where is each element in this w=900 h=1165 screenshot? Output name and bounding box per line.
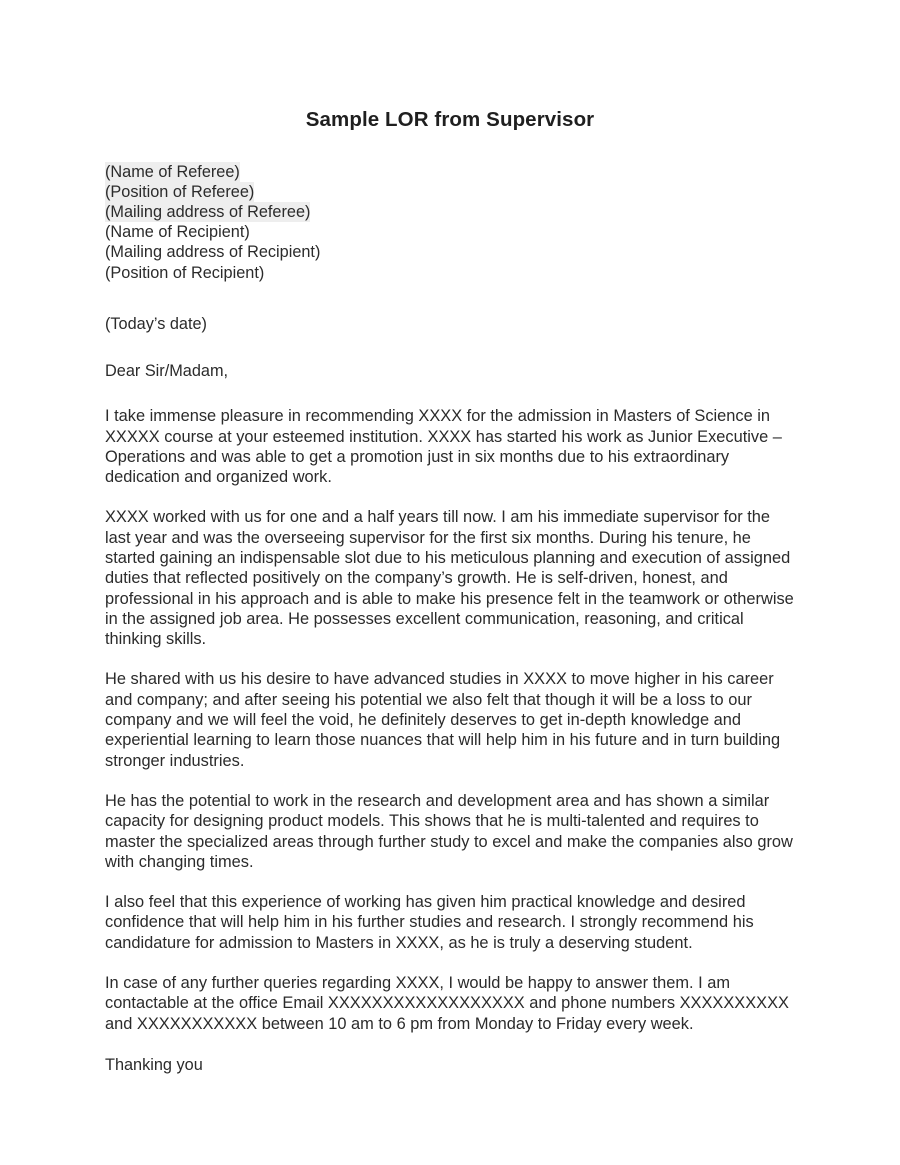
address-block xyxy=(105,162,795,283)
body-paragraph-5: I also feel that this experience of working has given him practical knowledge and desired confidence that will help him in his further studies and research. I strongly recommend his candidature for admission to Masters in XXXX, as he is truly a deserving student. xyxy=(105,893,754,952)
address-line-recipient-position: (Position of Recipient) xyxy=(105,263,265,282)
address-line-referee-name: (Name of Referee) xyxy=(105,162,240,181)
address-line-referee-position: (Position of Referee) xyxy=(105,182,255,201)
salutation: Dear Sir/Madam, xyxy=(105,362,229,381)
address-line-recipient-address: (Mailing address of Recipient) xyxy=(105,243,321,262)
body-paragraph-1: I take immense pleasure in recommending XXXX for the admission in Masters of Science in XXXXX course at your esteemed institution. XXXX has started his work as Junior Executive –Operations and was able to get a promotion just in six months due to his extraordinary dedication and organized work. xyxy=(105,407,782,487)
address-line-recipient-name: (Name of Recipient) xyxy=(105,223,250,242)
closing-line: Thanking you xyxy=(105,1055,203,1074)
body-paragraph-2: XXXX worked with us for one and a half years till now. I am his immediate supervisor for the last year and was the overseeing supervisor for the first six months. During his tenure, he started gaining an indispensable slot due to his meticulous planning and execution of assigned duties that reflected positively on the company’s growth. He is self-driven, honest, and professional in his approach and is able to make his presence felt in the teamwork or otherwise in the assigned job area. He possesses excellent communication, reasoning, and critical thinking skills. xyxy=(105,508,794,649)
date-line: (Today’s date) xyxy=(105,314,207,333)
letter-content xyxy=(105,0,795,1075)
page-title: Sample LOR from Supervisor xyxy=(305,108,595,131)
address-line-referee-address: (Mailing address of Referee) xyxy=(105,203,311,221)
body-paragraph-3: He shared with us his desire to have advanced studies in XXXX to move higher in his career and company; and after seeing his potential we also felt that though it will be a loss to our company and we will feel the void, he definitely deserves to get in-depth knowledge and experiential learning to learn those nuances that will help him in his future and in turn building stronger industries. xyxy=(105,670,781,770)
body-paragraph-4: He has the potential to work in the research and development area and has shown a similar capacity for designing product models. This shows that he is multi-talented and requires to master the specialized areas through further study to excel and make the companies also grow with changing times. xyxy=(105,791,793,871)
body-paragraph-6: In case of any further queries regarding XXXX, I would be happy to answer them. I am contactable at the office Email XXXXXXXXXXXXXXXXXX and phone numbers XXXXXXXXXX and XXXXXXXXXXX between 10 am to 6 pm from Monday to Friday every week. xyxy=(105,974,789,1033)
